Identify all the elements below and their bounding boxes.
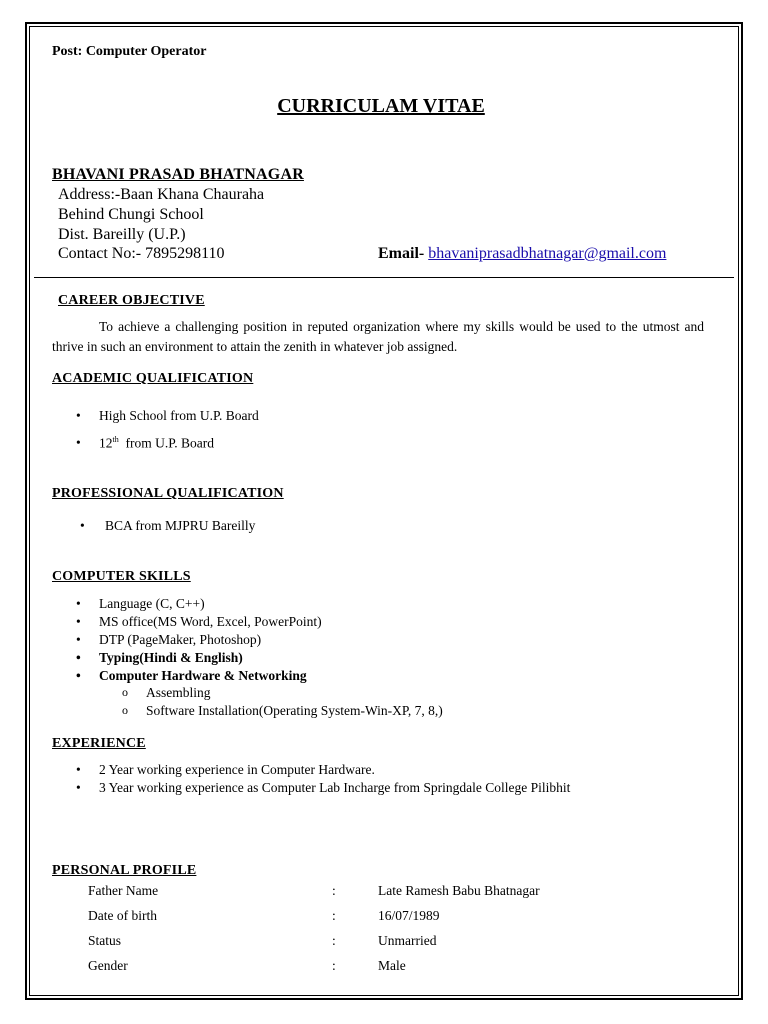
professional-heading: PROFESSIONAL QUALIFICATION bbox=[52, 486, 284, 501]
academic-item-2-text: from U.P. Board bbox=[118, 435, 214, 451]
list-item: o Software Installation(Operating System-Win-XP, 7, 8,) bbox=[122, 703, 443, 718]
header-divider bbox=[34, 277, 734, 278]
skill-item-4: Typing(Hindi & English) bbox=[99, 650, 243, 665]
career-objective-text: To achieve a challenging position in reputed organization where my skills would be used to the utmost and thrive in such an environment to attain the zenith in whatever job assigned. bbox=[52, 319, 704, 354]
academic-heading: ACADEMIC QUALIFICATION bbox=[52, 371, 254, 386]
skill-subitem-2: Software Installation(Operating System-Win-XP, 7, 8,) bbox=[146, 703, 443, 718]
address-line-1: Address:-Baan Khana Chauraha bbox=[58, 186, 265, 203]
address-line-2: Behind Chungi School bbox=[58, 206, 204, 223]
list-item: • Language (C, C++) bbox=[76, 596, 205, 611]
career-objective-heading: CAREER OBJECTIVE bbox=[58, 293, 205, 308]
status-label: Status bbox=[88, 933, 122, 948]
father-name-value: Late Ramesh Babu Bhatnagar bbox=[378, 883, 540, 898]
skill-item-2: MS office(MS Word, Excel, PowerPoint) bbox=[99, 614, 322, 629]
experience-heading: EXPERIENCE bbox=[52, 736, 146, 751]
gender-label: Gender bbox=[88, 958, 128, 973]
gender-value: Male bbox=[378, 958, 406, 973]
email-label: Email- bbox=[378, 245, 429, 262]
address-line-3: Dist. Bareilly (U.P.) bbox=[58, 226, 186, 243]
separator: : bbox=[332, 883, 336, 898]
list-item: • High School from U.P. Board bbox=[76, 408, 259, 423]
separator: : bbox=[332, 933, 336, 948]
list-item: • 3 Year working experience as Computer Lab Incharge from Springdale College Pilibhit bbox=[76, 780, 571, 795]
email-row bbox=[378, 245, 666, 263]
experience-item-2: 3 Year working experience as Computer Lab Incharge from Springdale College Pilibhit bbox=[99, 780, 571, 795]
list-item: • DTP (PageMaker, Photoshop) bbox=[76, 632, 262, 647]
dob-value: 16/07/1989 bbox=[378, 908, 440, 923]
computer-skills-heading: COMPUTER SKILLS bbox=[52, 569, 191, 584]
separator: : bbox=[332, 908, 336, 923]
list-item: o Assembling bbox=[122, 685, 211, 700]
academic-item-2-number: 12 bbox=[99, 435, 113, 451]
father-name-label: Father Name bbox=[88, 883, 159, 898]
post-line: Post: Computer Operator bbox=[52, 44, 207, 59]
skill-item-1: Language (C, C++) bbox=[99, 596, 205, 611]
professional-item-1: BCA from MJPRU Bareilly bbox=[105, 518, 256, 533]
candidate-name: BHAVANI PRASAD BHATNAGAR bbox=[52, 166, 304, 183]
list-item: • 12th from U.P. Board bbox=[76, 435, 214, 451]
personal-profile-heading: PERSONAL PROFILE bbox=[52, 863, 197, 878]
list-item: • Computer Hardware & Networking bbox=[76, 668, 307, 683]
separator: : bbox=[332, 958, 336, 973]
email-link[interactable]: bhavaniprasadbhatnagar@gmail.com bbox=[428, 245, 667, 262]
academic-item-1: High School from U.P. Board bbox=[99, 408, 259, 423]
experience-item-1: 2 Year working experience in Computer Hardware. bbox=[99, 762, 375, 777]
academic-item-2-suffix: th bbox=[112, 435, 119, 444]
skill-item-3: DTP (PageMaker, Photoshop) bbox=[99, 632, 262, 647]
contact-number: Contact No:- 7895298110 bbox=[58, 245, 225, 262]
list-item: • BCA from MJPRU Bareilly bbox=[80, 518, 256, 533]
dob-label: Date of birth bbox=[88, 908, 157, 923]
list-item: • 2 Year working experience in Computer Hardware. bbox=[76, 762, 375, 777]
status-value: Unmarried bbox=[378, 933, 437, 948]
list-item: • Typing(Hindi & English) bbox=[76, 650, 243, 665]
skill-subitem-1: Assembling bbox=[146, 685, 211, 700]
document-title: CURRICULAM VITAE bbox=[277, 95, 485, 117]
list-item: • MS office(MS Word, Excel, PowerPoint) bbox=[76, 614, 322, 629]
skill-item-5: Computer Hardware & Networking bbox=[99, 668, 307, 683]
